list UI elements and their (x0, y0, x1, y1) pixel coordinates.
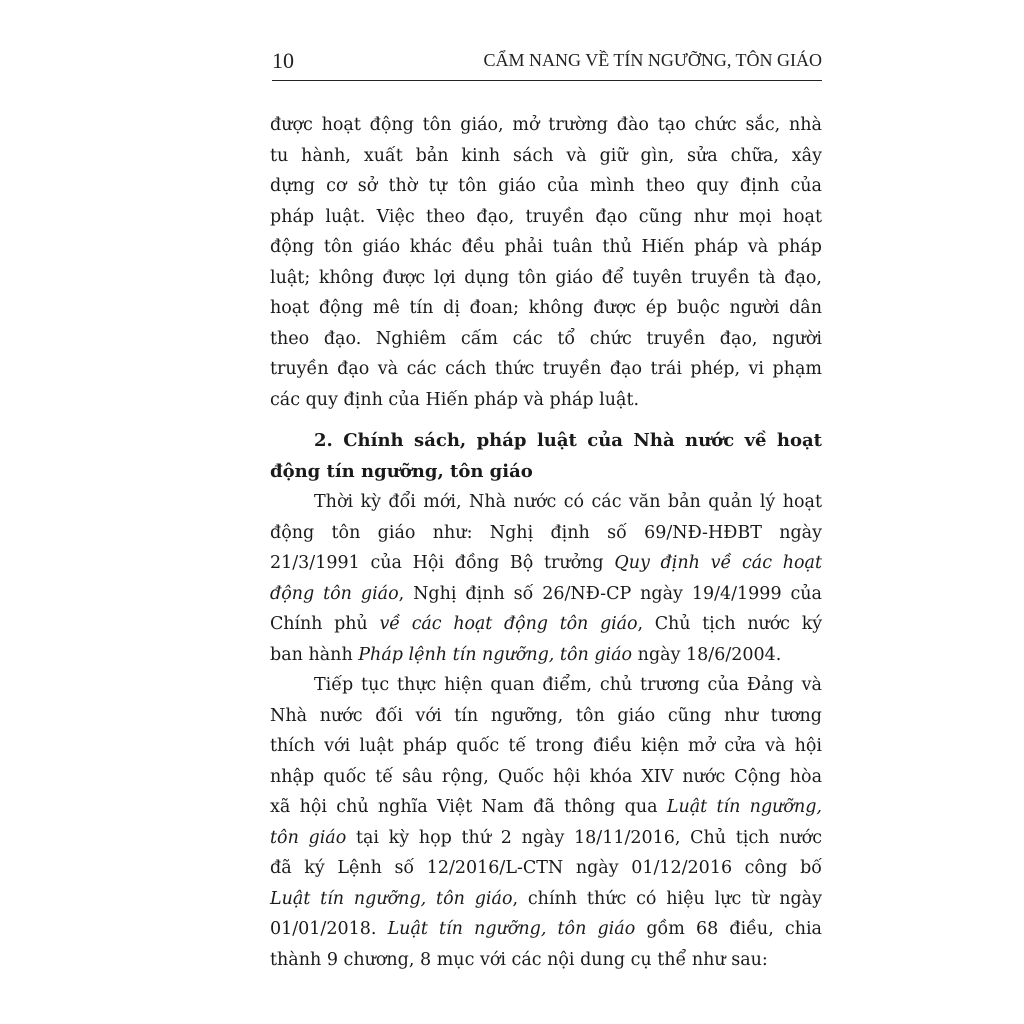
text-line: được hoạt động tôn giáo, mở trường đào tạo chức sắc, nhà (270, 115, 822, 135)
page-number: 10 (272, 48, 294, 73)
text-line: luật; không được lợi dụng tôn giáo để tuyên truyền tà đạo, (270, 267, 822, 288)
text-line: Thời kỳ đổi mới, Nhà nước có các văn bản quản lý hoạt (314, 492, 822, 512)
running-title: CẨM NANG VỀ TÍN NGƯỠNG, TÔN GIÁO (483, 50, 822, 70)
text-line: nhập quốc tế sâu rộng, Quốc hội khóa XIV nước Cộng hòa (270, 766, 822, 787)
italic-text: tôn giáo (270, 827, 347, 848)
text-line: động tôn giáo như: Nghị định số 69/NĐ-HĐBT ngày (270, 522, 822, 543)
italic-text: Pháp lệnh tín ngưỡng, tôn giáo (358, 644, 633, 665)
paragraph-3 (270, 670, 822, 975)
text-run: 01/01/2018. (270, 919, 388, 939)
text-line (270, 548, 822, 579)
text-line: hoạt động mê tín dị đoan; không được ép buộc người dân (270, 298, 822, 318)
text-run: , Chủ tịch nước ký (637, 614, 822, 634)
text-run: xã hội chủ nghĩa Việt Nam đã thông qua (270, 797, 667, 817)
text-line (270, 579, 822, 610)
text-line: pháp luật. Việc theo đạo, truyền đạo cũng như mọi hoạt (270, 206, 822, 227)
italic-text: Quy định về các hoạt (614, 553, 822, 573)
text-line (270, 884, 822, 915)
text-line: truyền đạo và các cách thức truyền đạo trái phép, vi phạm (270, 359, 822, 379)
section-heading (270, 426, 822, 487)
text-line: tu hành, xuất bản kinh sách và giữ gìn, sửa chữa, xây (270, 145, 822, 166)
text-line: thích với luật pháp quốc tế trong điều kiện mở cửa và hội (270, 736, 822, 756)
text-line: đã ký Lệnh số 12/2016/L-CTN ngày 01/12/2016 công bố (270, 858, 822, 878)
text-line: dựng cơ sở thờ tự tôn giáo của mình theo quy định của (270, 176, 822, 196)
text-run: Chính phủ (270, 614, 380, 634)
text-line (270, 609, 822, 640)
text-run: tại kỳ họp thứ 2 ngày 18/11/2016, Chủ tịch nước (346, 827, 822, 848)
text-line (270, 640, 822, 671)
paragraph-1 (270, 110, 822, 415)
text-line: động tôn giáo khác đều phải tuân thủ Hiến pháp và pháp (270, 237, 822, 257)
text-line (270, 914, 822, 945)
body-text (270, 110, 822, 975)
text-run: 21/3/1991 của Hội đồng Bộ trưởng (270, 553, 615, 573)
paragraph-2 (270, 487, 822, 670)
text-run: , chính thức có hiệu lực từ ngày (512, 888, 822, 909)
text-line: theo đạo. Nghiêm cấm các tổ chức truyền đạo, người (270, 328, 822, 349)
text-run: ban hành (270, 644, 359, 665)
heading-line: động tín ngưỡng, tôn giáo (270, 460, 533, 482)
italic-text: động tôn giáo (270, 583, 399, 604)
heading-line: 2. Chính sách, pháp luật của Nhà nước về hoạt (314, 430, 822, 451)
italic-text: Luật tín ngưỡng, (666, 797, 822, 817)
text-run: gồm 68 điều, chia (635, 919, 822, 939)
italic-text: Luật tín ngưỡng, tôn giáo (270, 888, 513, 909)
text-run: ngày 18/6/2004. (632, 644, 782, 665)
text-line (270, 823, 822, 854)
text-line: thành 9 chương, 8 mục với các nội dung cụ thể như sau: (270, 949, 768, 970)
text-run: , Nghị định số 26/NĐ-CP ngày 19/4/1999 của (398, 583, 822, 604)
page-header (272, 44, 822, 81)
italic-text: về các hoạt động tôn giáo (379, 614, 638, 634)
italic-text: Luật tín ngưỡng, tôn giáo (387, 919, 636, 939)
text-line: Tiếp tục thực hiện quan điểm, chủ trương của Đảng và (314, 675, 822, 695)
text-line: các quy định của Hiến pháp và pháp luật. (270, 389, 640, 410)
text-line: Nhà nước đối với tín ngưỡng, tôn giáo cũng như tương (270, 705, 822, 726)
text-line (270, 792, 822, 823)
